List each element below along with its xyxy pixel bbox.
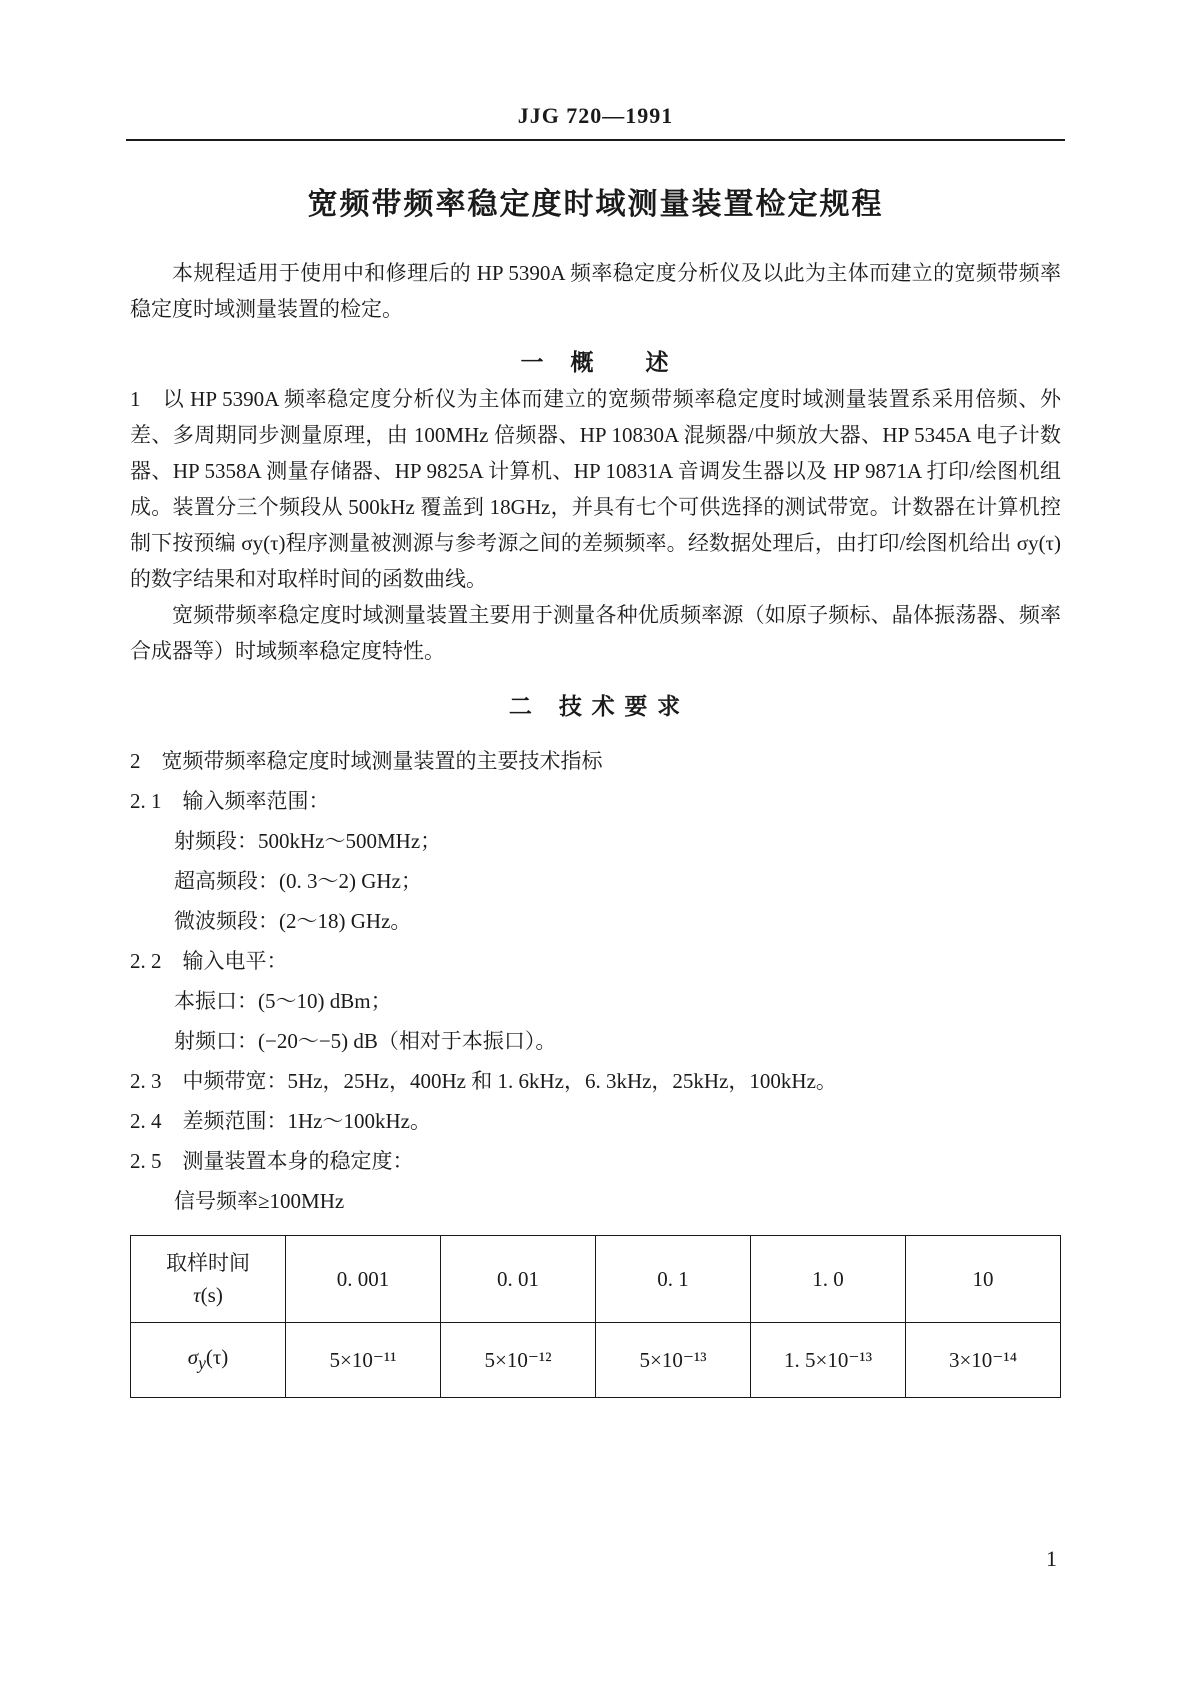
tau-value-cell: 1. 0	[751, 1236, 906, 1323]
header-rule	[126, 139, 1065, 141]
tau-unit-label: τ(s)	[193, 1283, 223, 1307]
section-1-heading: 一 概 述	[520, 350, 671, 375]
sigma-value-cell: 5×10⁻¹²	[441, 1323, 596, 1398]
item-2-2-sub-rf: 射频口：(−20～−5) dB（相对于本振口）。	[174, 1029, 557, 1053]
sigma-label-cell: $\sigma_y(\tau)$	[131, 1323, 286, 1398]
item-2-1-sub-uhf: 超高频段：(0. 3～2) GHz；	[174, 869, 422, 893]
section-2-heading: 二 技 术 要 求	[508, 694, 683, 719]
item-2-3: 2. 3 中频带宽：5Hz，25Hz，400Hz 和 1. 6kHz，6. 3kHz，25kHz，100kHz。	[130, 1069, 837, 1093]
signal-frequency-condition: 信号频率≥100MHz	[174, 1189, 345, 1213]
document-title: 宽频带频率稳定度时域测量装置检定规程	[307, 188, 884, 221]
item-2-1: 2. 1 输入频率范围：	[130, 789, 330, 813]
sigma-value-cell: 3×10⁻¹⁴	[906, 1323, 1061, 1398]
sampling-time-label: 取样时间	[166, 1251, 250, 1275]
table-row-sampling-time	[131, 1236, 1061, 1323]
sigma-value-cell: 1. 5×10⁻¹³	[751, 1323, 906, 1398]
item-2-2-sub-lo: 本振口：(5～10) dBm；	[174, 989, 392, 1013]
item-2-1-sub-rf: 射频段：500kHz～500MHz；	[174, 829, 442, 853]
section-1-paragraph-2: 宽频带频率稳定度时域测量装置主要用于测量各种优质频率源（如原子频标、晶体振荡器、频率合成器等）时域频率稳定度特性。	[130, 603, 1061, 663]
standard-number: JJG 720—1991	[517, 103, 674, 128]
tau-value-cell: 0. 001	[286, 1236, 441, 1323]
table-corner-cell	[131, 1236, 286, 1323]
intro-paragraph: 本规程适用于使用中和修理后的 HP 5390A 频率稳定度分析仪及以此为主体而建立的宽频带频率稳定度时域测量装置的检定。	[130, 261, 1061, 321]
item-2-5: 2. 5 测量装置本身的稳定度：	[130, 1149, 414, 1173]
tau-value-cell: 10	[906, 1236, 1061, 1323]
item-2-1-sub-microwave: 微波频段：(2～18) GHz。	[174, 909, 412, 933]
item-2: 2 宽频带频率稳定度时域测量装置的主要技术指标	[130, 749, 603, 773]
sigma-value-cell: 5×10⁻¹¹	[286, 1323, 441, 1398]
item-2-2: 2. 2 输入电平：	[130, 949, 288, 973]
tau-value-cell: 0. 1	[596, 1236, 751, 1323]
table-row-sigma	[131, 1323, 1061, 1398]
section-1-paragraph-1: 1 以 HP 5390A 频率稳定度分析仪为主体而建立的宽频带频率稳定度时域测量装置系采用倍频、外差、多周期同步测量原理，由 100MHz 倍频器、HP 10830A 混频器/中频放大器、HP 5345A 电子计数器、HP 5358A 测量存储器、HP 9825A 计算机、HP 10831A 音调发生器以及 HP 9871A 打印/绘图机组成。装置分三个频段从 500kHz 覆盖到 18GHz，并具有七个可供选择的测试带宽。计数器在计算机控制下按预编 σy(τ)程序测量被测源与参考源之间的差频频率。经数据处理后，由打印/绘图机给出 σy(τ)的数字结果和对取样时间的函数曲线。	[130, 387, 1061, 591]
technical-requirements-list	[130, 741, 1061, 1221]
document-header	[130, 102, 1061, 141]
sigma-value-cell: 5×10⁻¹³	[596, 1323, 751, 1398]
tau-value-cell: 0. 01	[441, 1236, 596, 1323]
page-number: 1	[1046, 1546, 1057, 1571]
stability-spec-table	[130, 1235, 1061, 1398]
item-2-4: 2. 4 差频范围：1Hz～100kHz。	[130, 1109, 431, 1133]
